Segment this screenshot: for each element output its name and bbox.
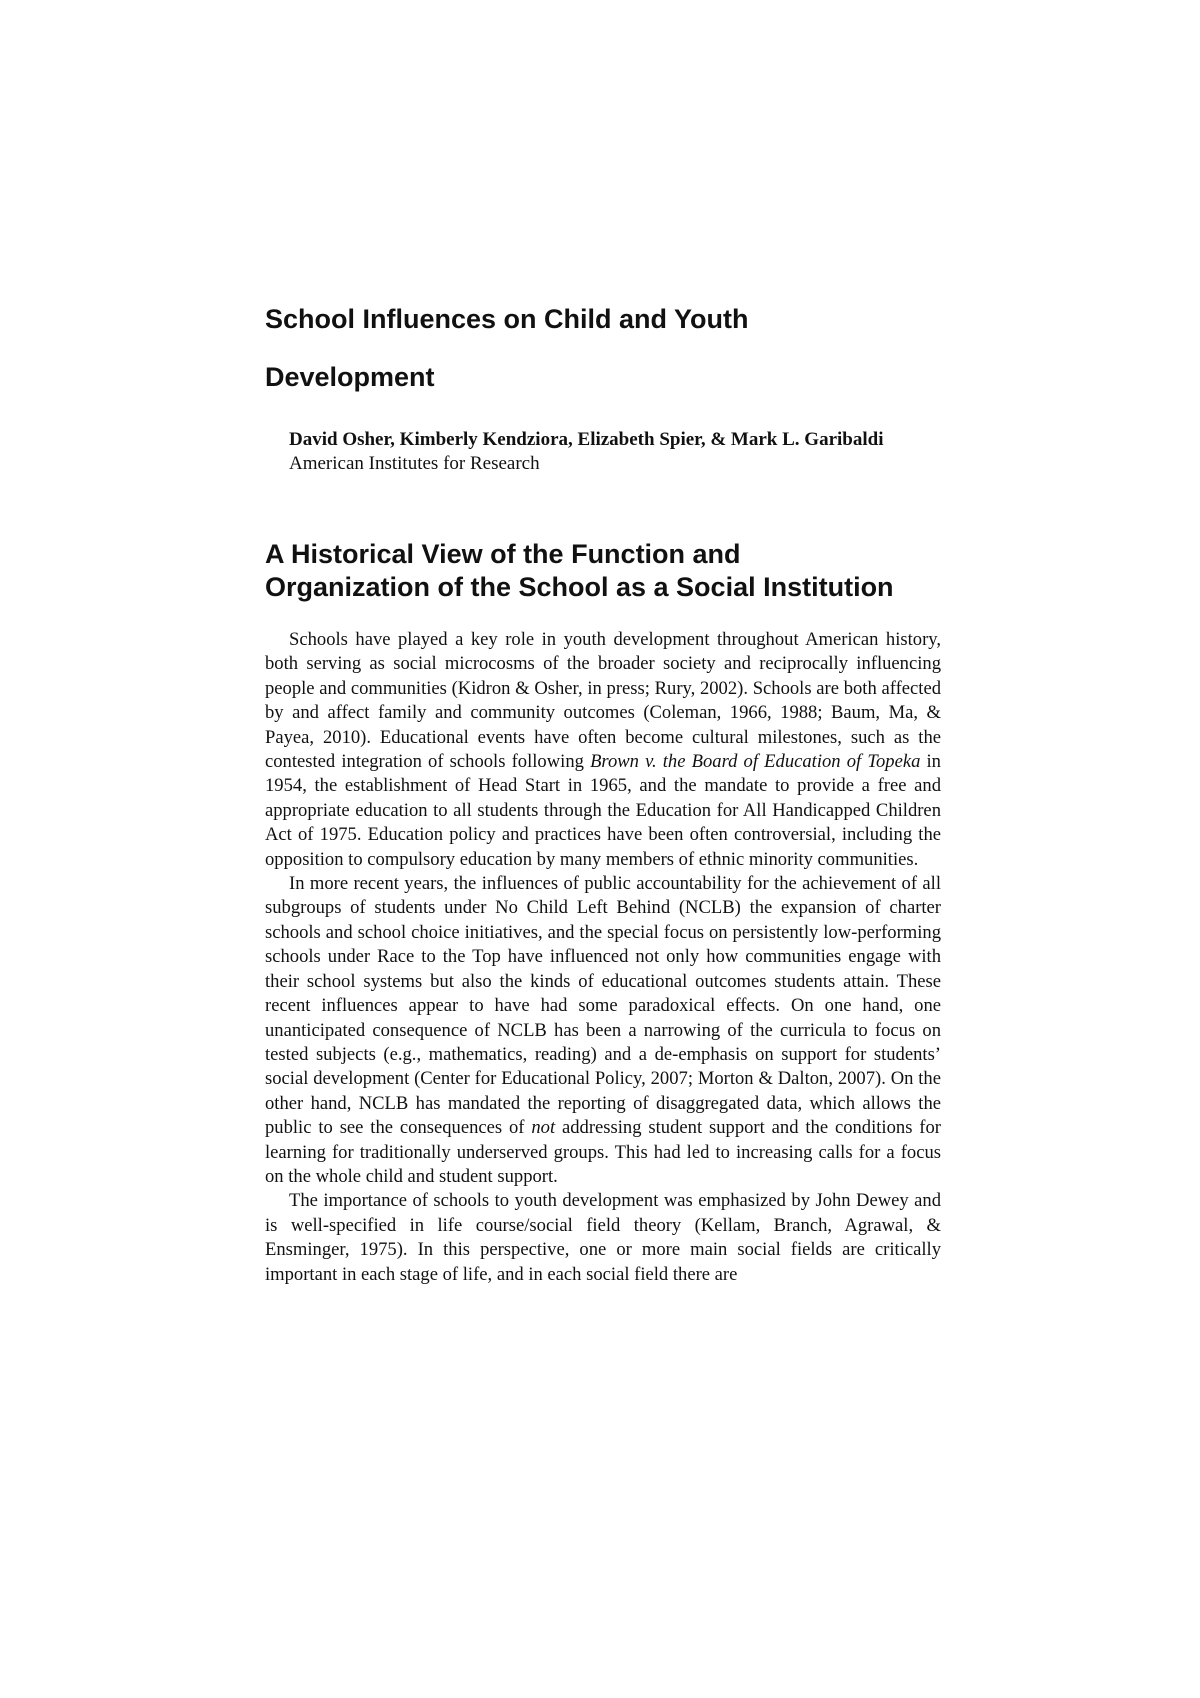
paragraph-1-text-b: in 1954, the establishment of Head Start in 1965, and the mandate to provide a free and appropriate education to all students through the Education for All Handicapped Children Act of 1975. Education policy and practices have been often controversial, including the opposition to compulsory education by many members of ethnic minority communities. [265, 751, 941, 870]
body-paragraph-1 [265, 628, 941, 872]
section-heading [265, 538, 941, 604]
paragraph-2-text-a: In more recent years, the influences of public accountability for the achievement of all subgroups of students under No Child Left Behind (NCLB) the expansion of charter schools and school choice initiatives, and the special focus on persistently low-performing schools under Race to the Top have influenced not only how communities engage with their school systems but also the kinds of educational outcomes students attain. These recent influences appear to have had some paradoxical effects. On one hand, one unanticipated consequence of NCLB has been a narrowing of the curricula to focus on tested subjects (e.g., mathematics, reading) and a de-emphasis on support for students’ social development (Center for Educational Policy, 2007; Morton & Dalton, 2007). On the other hand, NCLB has mandated the reporting of disaggregated data, which allows the public to see the consequences of [265, 873, 941, 1139]
paper-title-line-1: School Influences on Child and Youth [265, 304, 749, 334]
paragraph-2-text-b: addressing student support and the conditions for learning for traditionally underserved groups. This had led to increasing calls for a focus on the whole child and student support. [265, 1117, 941, 1187]
section-heading-line-2: Organization of the School as a Social Institution [265, 572, 894, 602]
case-citation-italic: Brown v. the Board of Education of Topeka [590, 751, 921, 773]
body-paragraph-3: The importance of schools to youth development was emphasized by John Dewey and is well-specified in life course/social field theory (Kellam, Branch, Agrawal, & Ensminger, 1975). In this perspective, one or more main social fields are critically important in each stage of life, and in each social field there are [265, 1190, 941, 1285]
author-names: David Osher, Kimberly Kendziora, Elizabeth Spier, & Mark L. Garibaldi [289, 429, 884, 450]
emphasis-italic: not [531, 1117, 556, 1139]
paper-title-line-2: Development [265, 362, 435, 392]
page-content [265, 290, 941, 1287]
author-affiliation: American Institutes for Research [289, 453, 540, 474]
section-heading-line-1: A Historical View of the Function and [265, 539, 741, 569]
body-paragraph-2 [265, 872, 941, 1189]
paper-title [265, 290, 941, 406]
author-block [265, 428, 941, 476]
paragraph-1-text-a: Schools have played a key role in youth development throughout American history, both serving as social microcosms of the broader society and reciprocally influencing people and communities (Kidron & Osher, in press; Rury, 2002). Schools are both affected by and affect family and community outcomes (Coleman, 1966, 1988; Baum, Ma, & Payea, 2010). Educational events have often become cultural milestones, such as the contested integration of schools following [265, 629, 941, 773]
